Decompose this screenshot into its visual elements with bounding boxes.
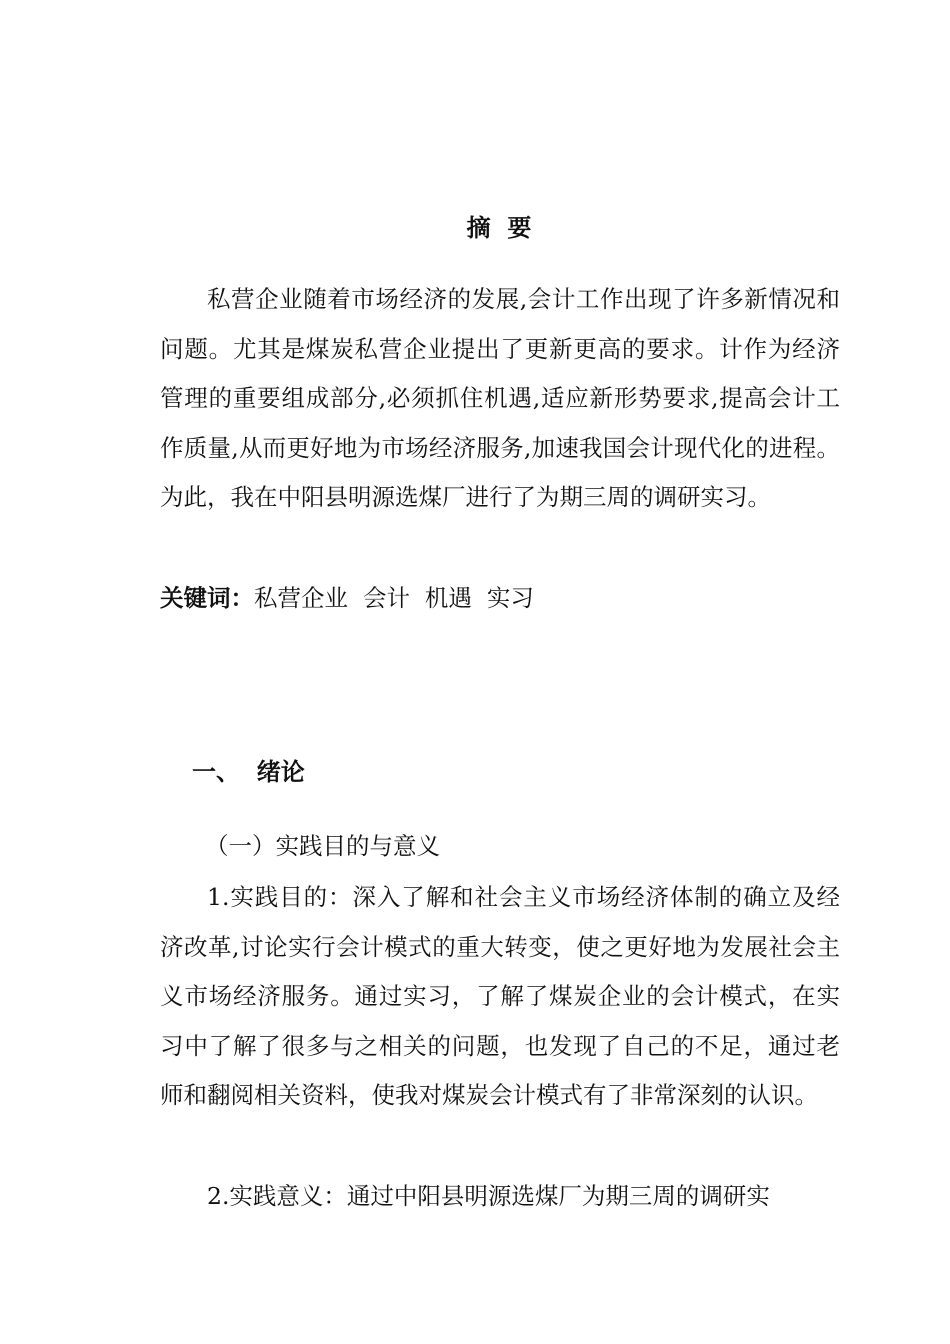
practice-purpose-block	[160, 873, 840, 1121]
abstract-paragraph: 私营企业随着市场经济的发展,会计工作出现了许多新情况和问题。尤其是煤炭私营企业提出了更新更高的要求。计作为经济管理的重要组成部分,必须抓住机遇,适应新形势要求,提高会计工作质量,从而更好地为市场经济服务,加速我国会计现代化的进程。为此，我在中阳县明源选煤厂进行了为期三周的调研实习。	[160, 285, 840, 511]
keywords-list: 私营企业 会计 机遇 实习	[254, 584, 534, 612]
practice-significance-paragraph: 2.实践意义：通过中阳县明源选煤厂为期三周的调研实	[207, 1182, 770, 1210]
abstract-body-block	[160, 275, 840, 523]
practice-purpose-paragraph: 1.实践目的：深入了解和社会主义市场经济体制的确立及经济改革,讨论实行会计模式的重大转变，使之更好地为发展社会主义市场经济服务。通过实习，了解了煤炭企业的会计模式，在实习中了解了很多与之相关的问题，也发现了自己的不足，通过老师和翻阅相关资料，使我对煤炭会计模式有了非常深刻的认识。	[160, 883, 840, 1109]
abstract-title: 摘 要	[466, 213, 532, 242]
practice-significance-block	[160, 1172, 840, 1222]
keywords-label: 关键词：	[160, 584, 254, 612]
subsection-heading: （一）实践目的与意义	[205, 832, 440, 860]
section-heading: 一、 绪论	[192, 757, 305, 786]
keywords-line	[160, 576, 840, 620]
